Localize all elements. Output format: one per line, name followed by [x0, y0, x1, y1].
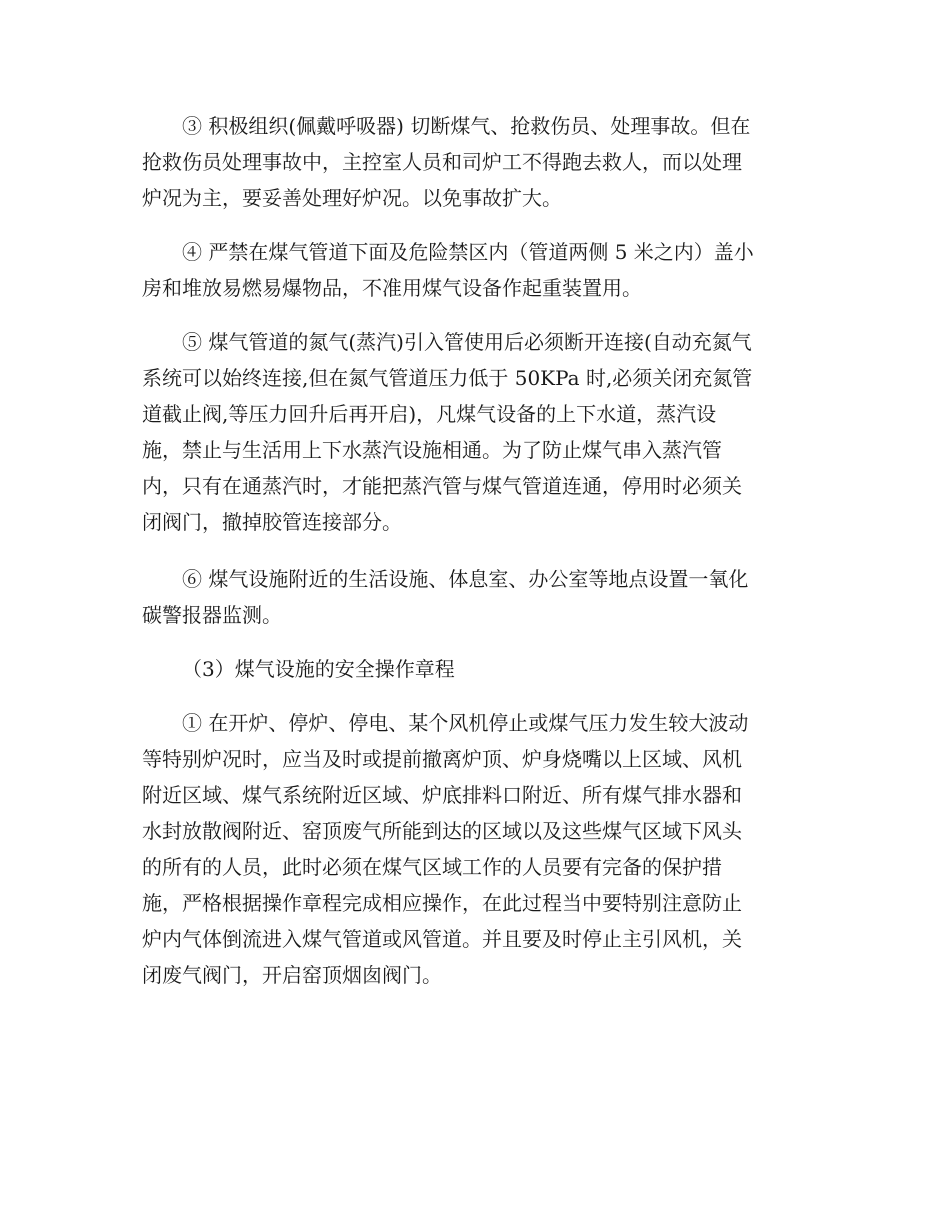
paragraph-3-line-2: 系统可以始终连接,但在氮气管道压力低于 50KPa 时,必须关闭充氮管	[142, 366, 753, 390]
paragraph-5-line-3: 附近区域、煤气系统附近区域、炉底排料口附近、所有煤气排水器和	[142, 783, 742, 807]
paragraph-5-line-5: 的所有的人员，此时必须在煤气区域工作的人员要有完备的保护措	[142, 855, 722, 879]
paragraph-5-line-6: 施，严格根据操作章程完成相应操作，在此过程当中要特别注意防止	[142, 891, 742, 915]
paragraph-4-line-2: 碳警报器监测。	[142, 603, 282, 627]
section-heading: （3）煤气设施的安全操作章程	[182, 657, 455, 681]
paragraph-5-line-8: 闭废气阀门，开启窑顶烟囱阀门。	[142, 963, 442, 987]
paragraph-2-line-2: 房和堆放易燃易爆物品，不准用煤气设备作起重装置用。	[142, 276, 642, 300]
paragraph-1-line-3: 炉况为主，要妥善处理好炉况。以免事故扩大。	[142, 186, 562, 210]
paragraph-3-line-3: 道截止阀,等压力回升后再开启)，凡煤气设备的上下水道，蒸汽设	[142, 402, 717, 426]
paragraph-5-line-2: 等特别炉况时，应当及时或提前撤离炉顶、炉身烧嘴以上区域、风机	[142, 747, 742, 771]
paragraph-1-line-2: 抢救伤员处理事故中，主控室人员和司炉工不得跑去救人，而以处理	[142, 150, 742, 174]
paragraph-2-line-1: ④ 严禁在煤气管道下面及危险禁区内（管道两侧 5 米之内）盖小	[182, 240, 754, 264]
paragraph-1-line-1: ③ 积极组织(佩戴呼吸器) 切断煤气、抢救伤员、处理事故。但在	[182, 114, 751, 138]
paragraph-5-line-1: ① 在开炉、停炉、停电、某个风机停止或煤气压力发生较大波动	[182, 711, 749, 735]
paragraph-3-line-5: 内，只有在通蒸汽时，才能把蒸汽管与煤气管道连通，停用时必须关	[142, 474, 742, 498]
paragraph-5-line-7: 炉内气体倒流进入煤气管道或风管道。并且要及时停止主引风机，关	[142, 927, 742, 951]
paragraph-4-line-1: ⑥ 煤气设施附近的生活设施、体息室、办公室等地点设置一氧化	[182, 567, 749, 591]
paragraph-3-line-4: 施，禁止与生活用上下水蒸汽设施相通。为了防止煤气串入蒸汽管	[142, 438, 722, 462]
paragraph-5-line-4: 水封放散阀附近、窑顶废气所能到达的区域以及这些煤气区域下风头	[142, 819, 742, 843]
paragraph-3-line-1: ⑤ 煤气管道的氮气(蒸汽)引入管使用后必须断开连接(自动充氮气	[182, 330, 752, 354]
paragraph-3-line-6: 闭阀门，撤掉胶管连接部分。	[142, 510, 402, 534]
